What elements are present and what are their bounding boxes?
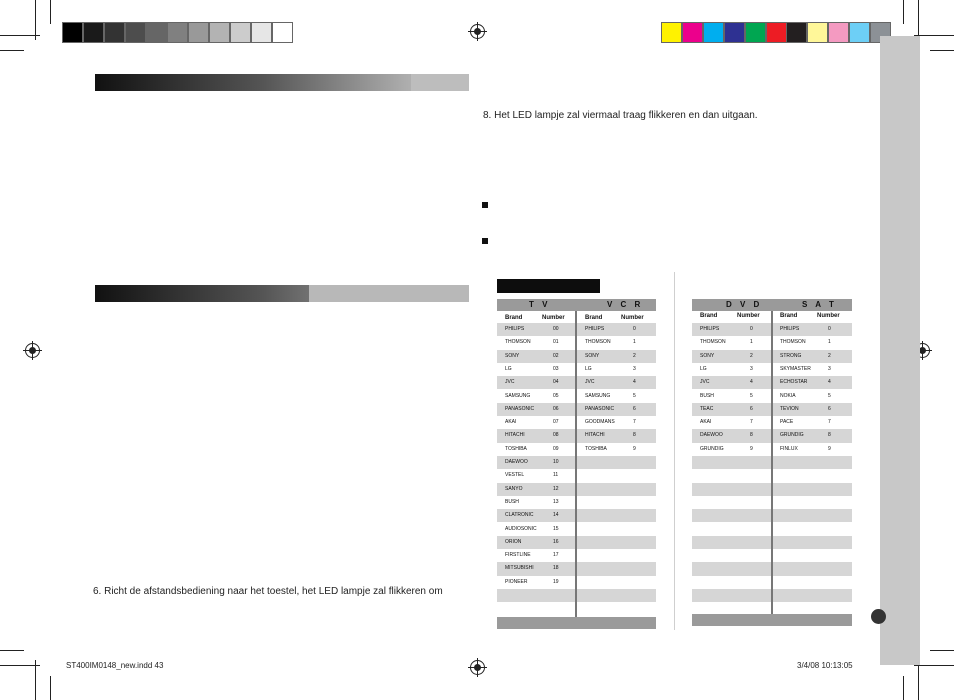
color-swatch — [682, 22, 703, 43]
number-cell: 06 — [553, 405, 559, 412]
page-dot — [871, 609, 886, 624]
number-cell: 01 — [553, 339, 559, 346]
color-swatch — [230, 22, 251, 43]
table-footer — [692, 614, 852, 626]
color-swatch — [807, 22, 828, 43]
color-swatch — [703, 22, 724, 43]
number-cell: 0 — [750, 326, 753, 332]
brand-cell: JVC — [700, 379, 710, 386]
brand-cell: LG — [585, 365, 592, 372]
brand-cell: SONY — [505, 352, 520, 359]
tv-title: T V — [529, 300, 551, 309]
bullet-marker — [482, 238, 488, 244]
brand-cell: LG — [700, 365, 707, 372]
brand-cell: PANASONIC — [585, 405, 615, 412]
brand-cell: PHILIPS — [585, 326, 605, 332]
registration-mark-icon — [470, 660, 485, 675]
brand-cell: FINLUX — [780, 445, 798, 452]
tv-number-header: Number — [542, 315, 565, 321]
brand-cell: DAEWOO — [505, 459, 528, 465]
footer-timestamp: 3/4/08 10:13:05 — [797, 661, 853, 670]
color-swatch — [661, 22, 682, 43]
table-label-bar — [497, 279, 600, 293]
brand-cell: VESTEL — [505, 472, 525, 479]
dvd-brand-header: Brand — [700, 313, 718, 319]
brand-cell: DAEWOO — [700, 432, 723, 439]
section-heading-bar — [95, 285, 469, 302]
side-tab — [880, 36, 920, 665]
brand-cell: PIONEER — [505, 578, 528, 585]
number-cell: 2 — [750, 352, 753, 359]
dvd-title: D V D — [726, 300, 763, 309]
sat-title: S A T — [802, 300, 837, 309]
dvd-sat-code-table — [692, 299, 852, 629]
number-cell: 2 — [828, 352, 831, 359]
brand-cell: STRONG — [780, 352, 802, 359]
number-cell: 13 — [553, 498, 559, 505]
brand-cell: PHILIPS — [700, 326, 720, 332]
brand-cell: SAMSUNG — [505, 392, 531, 399]
registration-mark-icon — [25, 343, 40, 358]
number-cell: 3 — [828, 365, 831, 372]
color-swatch — [251, 22, 272, 43]
brand-cell: PACE — [780, 419, 794, 426]
color-swatch — [724, 22, 745, 43]
number-cell: 4 — [828, 379, 831, 386]
brand-cell: MITSUBISHI — [505, 565, 534, 572]
section-heading-bar — [95, 74, 469, 91]
tv-vcr-code-table — [497, 299, 656, 629]
dvd-number-header: Number — [737, 313, 760, 319]
number-cell: 7 — [828, 419, 831, 426]
table-divider — [575, 311, 577, 617]
number-cell: 9 — [633, 445, 636, 452]
brand-cell: PANASONIC — [505, 405, 535, 412]
brand-cell: THOMSON — [780, 339, 806, 346]
number-cell: 4 — [633, 379, 636, 386]
brand-cell: TOSHIBA — [505, 445, 527, 452]
brand-cell: ECHOSTAR — [780, 379, 808, 386]
number-cell: 07 — [553, 419, 559, 426]
table-divider — [771, 311, 773, 614]
brand-cell: TEVION — [780, 405, 799, 412]
number-cell: 6 — [828, 405, 831, 412]
color-swatch — [104, 22, 125, 43]
brand-cell: JVC — [505, 379, 515, 386]
color-swatch — [272, 22, 293, 43]
color-swatch — [828, 22, 849, 43]
number-cell: 9 — [828, 445, 831, 452]
registration-mark-icon — [470, 24, 485, 39]
number-cell: 6 — [633, 405, 636, 412]
step-6-text: 6. Richt de afstandsbediening naar het toestel, het LED lampje zal flikkeren om — [93, 586, 443, 597]
brand-cell: GOODMANS — [585, 419, 615, 426]
brand-cell: CLATRONIC — [505, 512, 534, 519]
brand-cell: AUDIOSONIC — [505, 525, 537, 532]
vcr-title: V C R — [607, 300, 644, 309]
number-cell: 03 — [553, 365, 559, 372]
number-cell: 0 — [828, 326, 831, 332]
color-swatch — [766, 22, 787, 43]
color-swatch — [125, 22, 146, 43]
color-swatch — [62, 22, 83, 43]
number-cell: 8 — [750, 432, 753, 439]
number-cell: 3 — [633, 365, 636, 372]
brand-cell: SAMSUNG — [585, 392, 611, 399]
brand-cell: FIRSTLINE — [505, 552, 531, 559]
color-swatch — [83, 22, 104, 43]
number-cell: 5 — [633, 392, 636, 399]
brand-cell: GRUNDIG — [700, 445, 724, 452]
brand-cell: TOSHIBA — [585, 445, 607, 452]
number-cell: 7 — [750, 419, 753, 426]
footer-filename: ST400IM0148_new.indd 43 — [66, 661, 164, 670]
number-cell: 1 — [633, 339, 636, 346]
tv-brand-header: Brand — [505, 315, 523, 321]
number-cell: 6 — [750, 405, 753, 412]
number-cell: 12 — [553, 485, 559, 492]
number-cell: 1 — [750, 339, 753, 346]
table-footer — [497, 617, 656, 629]
vcr-number-header: Number — [621, 315, 644, 321]
step-8-text: 8. Het LED lampje zal viermaal traag flikkeren en dan uitgaan. — [483, 110, 758, 121]
color-swatch — [745, 22, 766, 43]
brand-cell: JVC — [585, 379, 595, 386]
number-cell: 10 — [553, 459, 559, 465]
brand-cell: AKAI — [700, 419, 712, 426]
number-cell: 8 — [828, 432, 831, 439]
number-cell: 15 — [553, 525, 559, 532]
number-cell: 05 — [553, 392, 559, 399]
column-divider — [674, 272, 675, 630]
brand-cell: SKYMASTER — [780, 365, 811, 372]
table-header — [692, 299, 852, 311]
number-cell: 5 — [828, 392, 831, 399]
number-cell: 1 — [828, 339, 831, 346]
number-cell: 19 — [553, 578, 559, 585]
number-cell: 7 — [633, 419, 636, 426]
number-cell: 08 — [553, 432, 559, 439]
brand-cell: HITACHI — [505, 432, 525, 439]
color-swatch — [849, 22, 870, 43]
brand-cell: PHILIPS — [780, 326, 800, 332]
brand-cell: HITACHI — [585, 432, 605, 439]
sat-number-header: Number — [817, 313, 840, 319]
number-cell: 8 — [633, 432, 636, 439]
number-cell: 3 — [750, 365, 753, 372]
brand-cell: PHILIPS — [505, 326, 525, 332]
brand-cell: LG — [505, 365, 512, 372]
brand-cell: THOMSON — [505, 339, 531, 346]
brand-cell: NOKIA — [780, 392, 796, 399]
brand-cell: THOMSON — [585, 339, 611, 346]
color-swatch — [188, 22, 209, 43]
brand-cell: ORION — [505, 538, 522, 545]
number-cell: 04 — [553, 379, 559, 386]
brand-cell: THOMSON — [700, 339, 726, 346]
brand-cell: BUSH — [505, 498, 519, 505]
brand-cell: AKAI — [505, 419, 517, 426]
brand-cell: SONY — [585, 352, 600, 359]
number-cell: 16 — [553, 538, 559, 545]
number-cell: 9 — [750, 445, 753, 452]
sat-brand-header: Brand — [780, 313, 798, 319]
color-swatch — [209, 22, 230, 43]
number-cell: 2 — [633, 352, 636, 359]
vcr-brand-header: Brand — [585, 315, 603, 321]
number-cell: 4 — [750, 379, 753, 386]
number-cell: 0 — [633, 326, 636, 332]
bullet-marker — [482, 202, 488, 208]
brand-cell: GRUNDIG — [780, 432, 804, 439]
number-cell: 02 — [553, 352, 559, 359]
number-cell: 14 — [553, 512, 559, 519]
brand-cell: BUSH — [700, 392, 714, 399]
number-cell: 00 — [553, 326, 559, 332]
number-cell: 11 — [553, 472, 559, 479]
number-cell: 09 — [553, 445, 559, 452]
brand-cell: SONY — [700, 352, 715, 359]
brand-cell: SANYO — [505, 485, 523, 492]
table-header — [497, 299, 656, 311]
number-cell: 17 — [553, 552, 559, 559]
brand-cell: TEAC — [700, 405, 714, 412]
number-cell: 18 — [553, 565, 559, 572]
color-swatch — [167, 22, 188, 43]
number-cell: 5 — [750, 392, 753, 399]
color-swatch — [146, 22, 167, 43]
color-swatch — [786, 22, 807, 43]
